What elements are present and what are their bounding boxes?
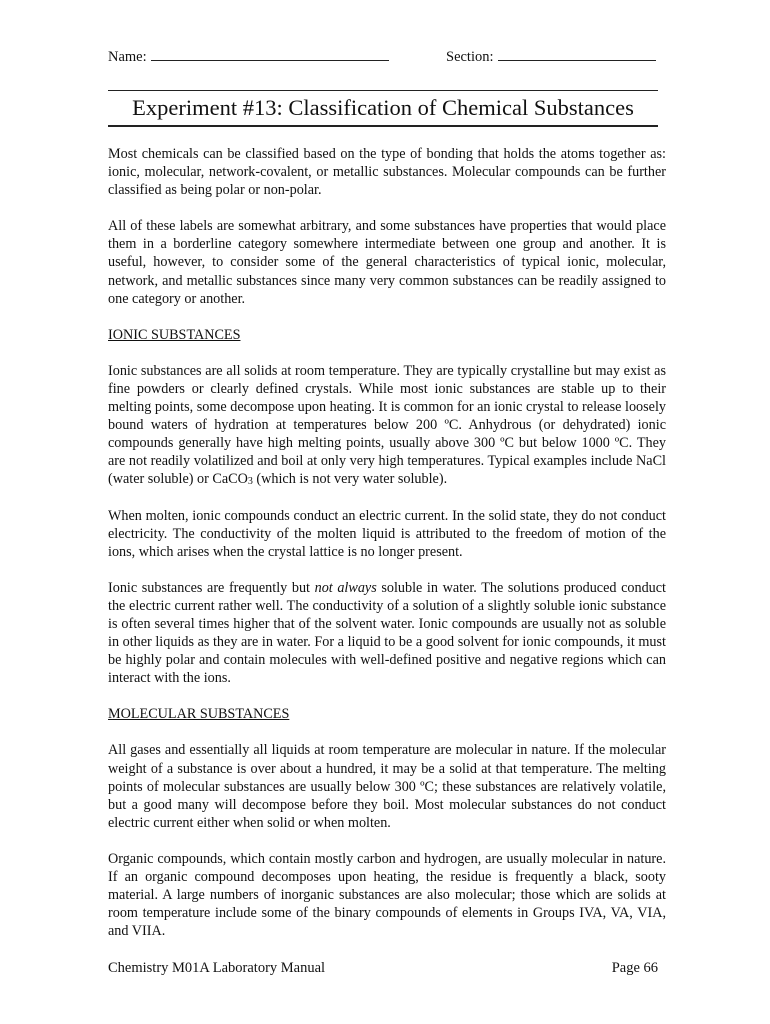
- ionic-paragraph-3: [108, 579, 666, 688]
- name-field: [108, 46, 389, 66]
- document-body: [108, 145, 666, 958]
- ionic-p1-subscript: 3: [247, 476, 253, 488]
- section-blank-line[interactable]: [498, 46, 656, 61]
- name-label: Name:: [108, 49, 147, 65]
- intro-paragraph-2: All of these labels are somewhat arbitrary, and some substances have properties that would place them in a borderline category somewhere intermediate between one group and another. It is useful, however, to consider some of the general characteristics of typical ionic, molecular, network, and metallic substances since many very common substances can be readily assigned to one category or another.: [108, 218, 666, 307]
- section-field: [446, 46, 656, 66]
- ionic-p1-text: Ionic substances are all solids at room temperature. They are typically crystalline but may exist as fine powders or clearly defined crystals. While most ionic substances are stable up to their melting points, some decompose upon heating. It is common for an ionic crystal to release loosely bound waters of hydration at temperatures below 200 ºC. Anhydrous (or dehydrated) ionic compounds generally have high melting points, usually above 300 ºC but below 1000 ºC. They are not readily volatilized and boil at only very high temperatures. Typical examples include NaCl (water soluble) or CaCO: [108, 362, 666, 488]
- ionic-paragraph-1: [108, 362, 666, 489]
- section-label: Section:: [446, 49, 494, 65]
- page-title: Experiment #13: Classification of Chemical Substances: [108, 90, 658, 127]
- molecular-paragraph-2: Organic compounds, which contain mostly carbon and hydrogen, are usually molecular in nature. If an organic compound decomposes upon heating, the residue is frequently a black, sooty material. A large numbers of inorganic substances are also molecular; those which are solids at room temperature include some of the binary compounds of elements in Groups IVA, VA, VIA, and VIIA.: [108, 850, 666, 940]
- molecular-heading: MOLECULAR SUBSTANCES: [108, 706, 290, 723]
- name-blank-line[interactable]: [151, 46, 389, 61]
- ionic-p1-end: (which is not very water soluble).: [252, 471, 448, 488]
- ionic-heading: IONIC SUBSTANCES: [108, 326, 241, 343]
- ionic-p3-end: soluble in water. The solutions produced conduct the electric current rather well. The conductivity of a solution of a slightly soluble ionic substance is often several times higher that of the solvent water. Ionic compounds are usually not as soluble in other liquids as they are in water. For a liquid to be a good solvent for ionic compounds, it must be highly polar and contain molecules with well-defined positive and negative regions which can interact with the ions.: [108, 579, 666, 687]
- intro-paragraph-1: Most chemicals can be classified based on the type of bonding that holds the atoms together as: ionic, molecular, network-covalent, or metallic substances. Molecular compounds can be further classified as being polar or non-polar.: [108, 146, 666, 199]
- footer-page-number: Page 66: [611, 960, 658, 976]
- ionic-paragraph-2: When molten, ionic compounds conduct an electric current. In the solid state, they do not conduct electricity. The conductivity of the molten liquid is attributed to the freedom of motion of the ions, which arises when the crystal lattice is no longer present.: [108, 507, 666, 560]
- ionic-p3-emphasis: not always: [314, 579, 377, 596]
- page-header: [108, 46, 666, 66]
- molecular-paragraph-1: All gases and essentially all liquids at room temperature are molecular in nature. If the molecular weight of a substance is over about a hundred, it may be a solid at that temperature. The melting points of molecular substances are usually below 300 ºC; these substances are relatively volatile, but a good many will decompose before they boil. Most molecular substances do not conduct electric current either when solid or when molten.: [108, 742, 666, 831]
- footer-manual-title: Chemistry M01A Laboratory Manual: [108, 960, 326, 976]
- ionic-p3-start: Ionic substances are frequently but: [108, 579, 315, 596]
